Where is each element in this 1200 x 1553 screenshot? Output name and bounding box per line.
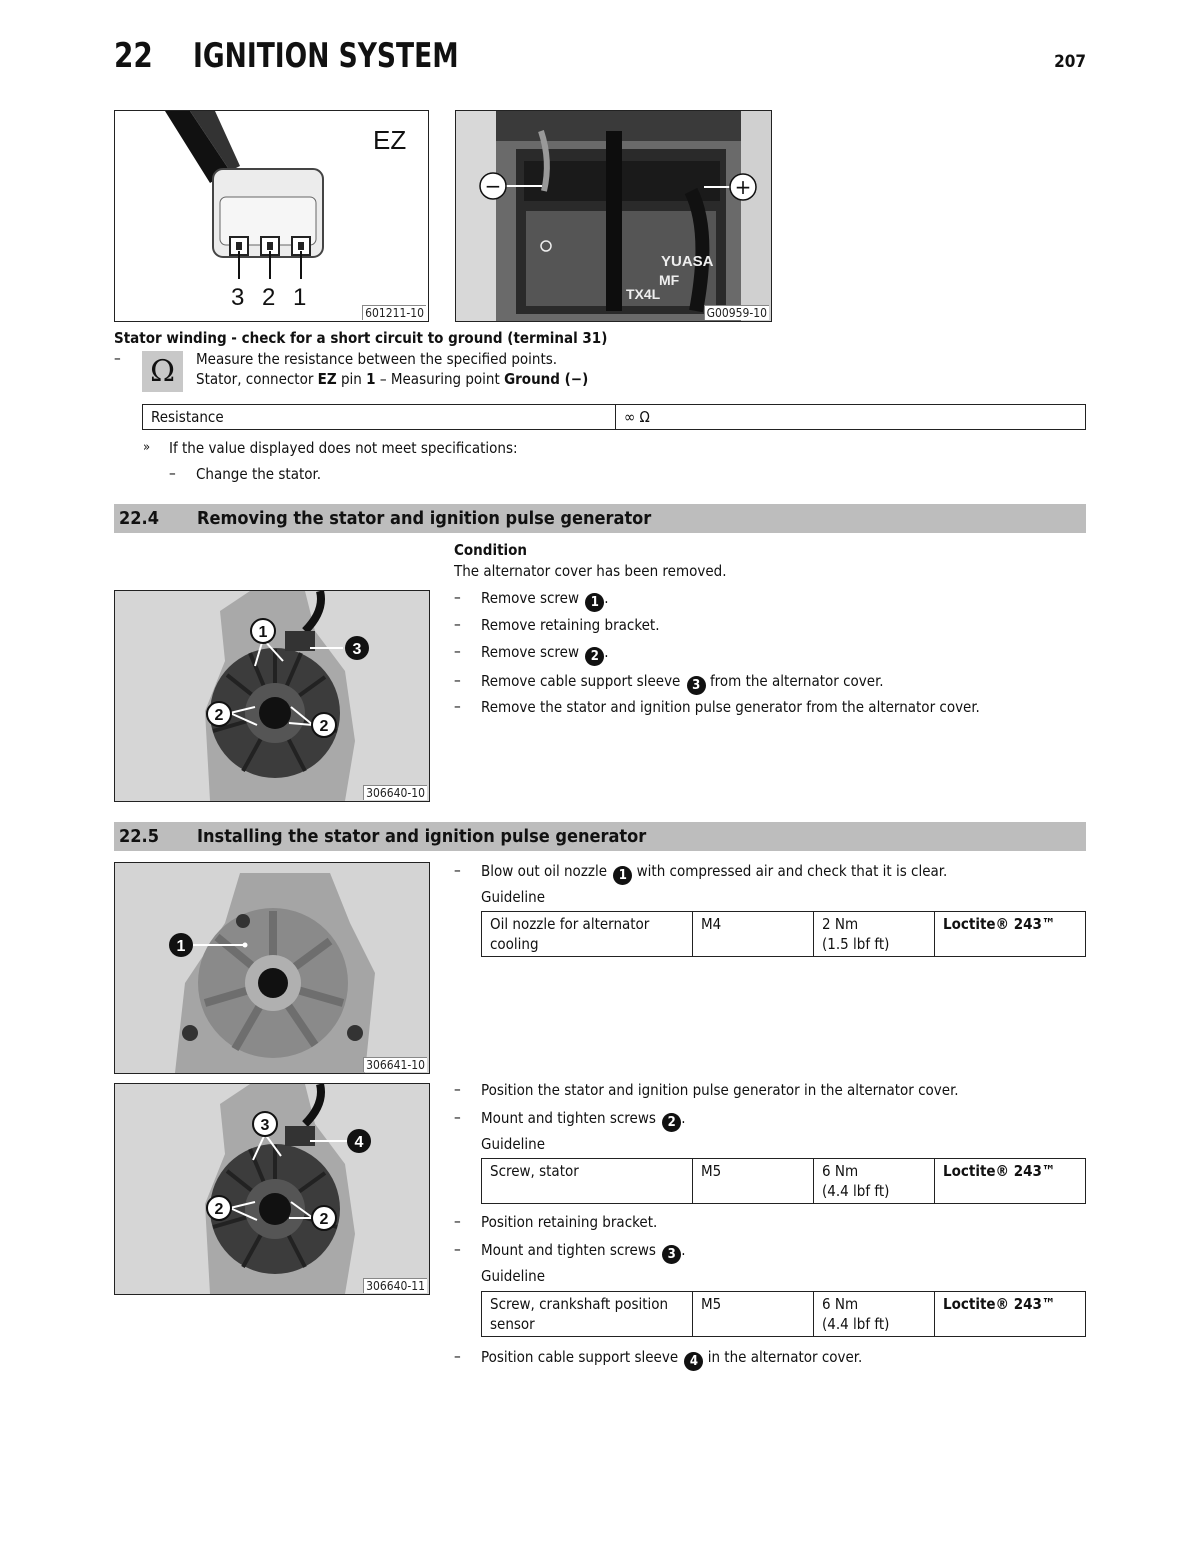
callout-number: 1 [258,624,268,641]
connector-label: EZ [373,125,407,155]
callout-number: 1 [176,938,186,955]
chapter-title: IGNITION SYSTEM [193,36,459,76]
section-title: Removing the stator and ignition pulse generator [197,508,652,529]
list-dash: – [169,464,176,482]
connector-illustration [115,111,428,321]
section-heading [114,504,1086,533]
step-number: 3 [662,1245,681,1264]
callout-number: 2 [319,718,329,735]
list-dash: – [454,1108,461,1126]
spec-item: Screw, crankshaft position sensor [482,1292,693,1337]
instruction-line: Measure the resistance between the specified points. [196,350,558,368]
spec-label: Resistance [143,405,616,430]
callout-number: 2 [214,707,224,724]
alternator-cover-photo [115,591,429,801]
list-dash: – [454,1240,461,1258]
result-condition: If the value displayed does not meet specifications: [169,439,518,457]
figure-id: 306640-11 [363,1278,427,1293]
section-number: 22.4 [119,508,159,529]
list-dash: – [454,861,461,879]
step-remove-screw-1: Remove screw 1 . [481,589,609,610]
list-dash: – [454,1212,461,1230]
page-number: 207 [1054,52,1086,72]
spec-table-sensor [481,1291,1086,1337]
spec-torque: 2 Nm (1.5 lbf ft) [814,912,935,957]
pin-label: 3 [231,284,245,311]
spec-item: Screw, stator [482,1159,693,1204]
install-figure [114,1083,430,1295]
check-heading: Stator winding - check for a short circuit to ground (terminal 31) [114,329,608,347]
section-number: 22.5 [119,826,159,847]
step-position-sleeve: Position cable support sleeve 4 in the alternator cover. [481,1348,863,1369]
figure-id: 306641-10 [363,1057,427,1072]
spec-value: ∞ Ω [616,405,1086,430]
step-number: 1 [585,593,604,612]
battery-brand: YUASA [661,253,714,270]
callout-number: 3 [260,1117,270,1134]
figure-id: 601211-10 [362,305,426,320]
step-tighten-screws-2: Mount and tighten screws 2 . [481,1109,686,1130]
omega-symbol: Ω [150,354,175,389]
figure-id: 306640-10 [363,785,427,800]
section-heading [114,822,1086,851]
section-title: Installing the stator and ignition pulse generator [197,826,647,847]
battery-figure [455,110,772,322]
spec-loctite: Loctite® 243™ [935,912,1086,957]
spec-thread: M5 [693,1292,814,1337]
table-row [482,1159,1086,1204]
step-position-stator: Position the stator and ignition pulse generator in the alternator cover. [481,1081,959,1099]
step-tighten-screws-3: Mount and tighten screws 3 . [481,1241,686,1262]
condition-text: The alternator cover has been removed. [454,562,727,580]
spec-item: Oil nozzle for alternator cooling [482,912,693,957]
spec-loctite: Loctite® 243™ [935,1292,1086,1337]
spec-table-stator [481,1158,1086,1204]
spec-loctite: Loctite® 243™ [935,1159,1086,1204]
callout-number: 2 [319,1211,329,1228]
list-dash: – [454,588,461,606]
ohmmeter-icon [142,351,183,392]
result-action: Change the stator. [196,465,321,483]
result-bullet: » [143,440,151,455]
step-remove-bracket: Remove retaining bracket. [481,616,660,634]
guideline-label: Guideline [481,1135,545,1153]
stator-installed-photo [115,1084,429,1294]
list-dash: – [454,1347,461,1365]
list-dash: – [454,1080,461,1098]
nozzle-figure [114,862,430,1074]
minus-callout: − [484,174,502,198]
chapter-number: 22 [114,36,153,76]
callout-number: 4 [354,1134,364,1151]
step-number: 4 [684,1352,703,1371]
pin-label: 2 [262,284,276,311]
step-blow-out-nozzle: Blow out oil nozzle 1 with compressed air and check that it is clear. [481,862,948,883]
step-number: 3 [687,676,706,695]
table-row [482,1292,1086,1337]
list-dash: – [114,349,121,367]
pin-label: 1 [293,284,307,311]
alternator-cover-inside-photo [115,863,429,1073]
connector-figure [114,110,429,322]
battery-mf: MF [659,272,680,288]
table-row [143,405,1086,430]
condition-label: Condition [454,541,528,559]
spec-thread: M4 [693,912,814,957]
step-remove-sleeve: Remove cable support sleeve 3 from the alternator cover. [481,672,884,693]
list-dash: – [454,642,461,660]
spec-thread: M5 [693,1159,814,1204]
callout-number: 3 [352,641,362,658]
step-number: 2 [585,647,604,666]
spec-torque: 6 Nm (4.4 lbf ft) [814,1159,935,1204]
battery-photo [456,111,771,321]
list-dash: – [454,615,461,633]
step-number: 1 [613,866,632,885]
step-remove-stator: Remove the stator and ignition pulse generator from the alternator cover. [481,698,980,716]
spec-table-nozzle [481,911,1086,957]
figure-id: G00959-10 [704,305,769,320]
callout-number: 2 [214,1201,224,1218]
plus-callout: + [734,175,752,199]
step-number: 2 [662,1113,681,1132]
step-position-bracket: Position retaining bracket. [481,1213,658,1231]
measuring-points: Stator, connector EZ pin 1 – Measuring point Ground (−) [196,370,589,388]
removal-figure [114,590,430,802]
step-remove-screw-2: Remove screw 2 . [481,643,609,664]
table-row [482,912,1086,957]
guideline-label: Guideline [481,1267,545,1285]
list-dash: – [454,671,461,689]
resistance-table [142,404,1086,430]
battery-model: TX4L [626,286,661,302]
guideline-label: Guideline [481,888,545,906]
list-dash: – [454,697,461,715]
spec-torque: 6 Nm (4.4 lbf ft) [814,1292,935,1337]
